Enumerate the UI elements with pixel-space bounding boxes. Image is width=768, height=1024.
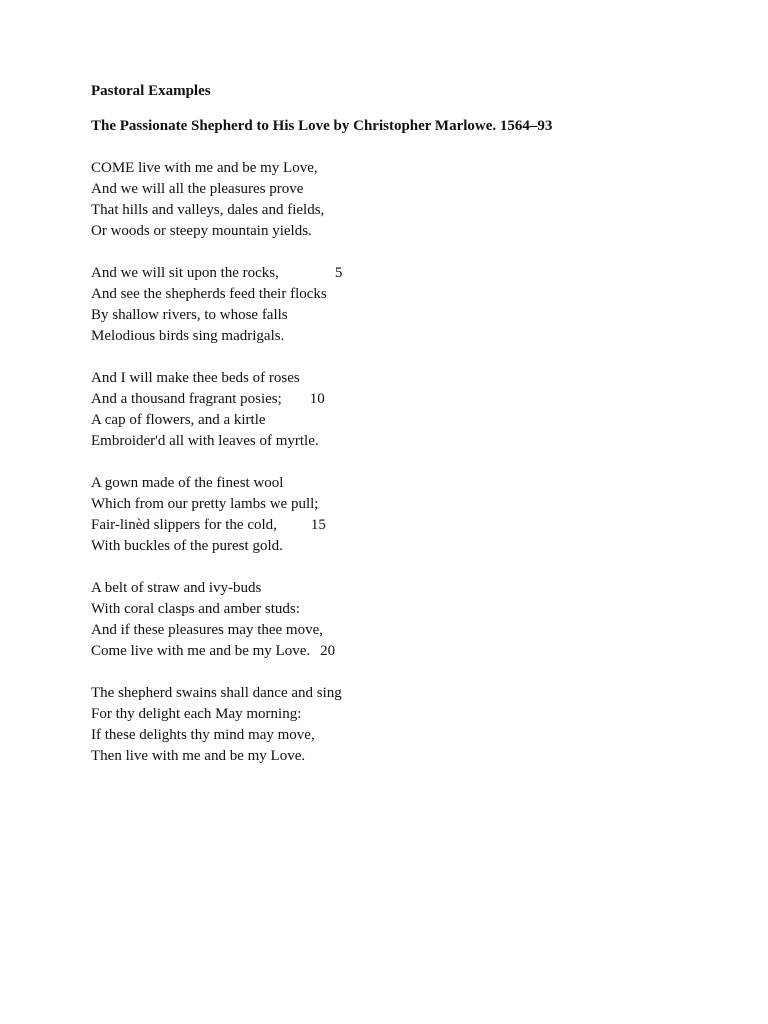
poem-line-text: And see the shepherds feed their flocks <box>91 286 327 302</box>
poem-line-text: With buckles of the purest gold. <box>91 538 283 554</box>
poem-line <box>91 515 691 536</box>
poem-line <box>91 725 691 746</box>
poem-line-text: With coral clasps and amber studs: <box>91 601 300 617</box>
document-title: Pastoral Examples <box>91 83 211 99</box>
poem-line-text: Then live with me and be my Love. <box>91 748 306 764</box>
poem-line <box>91 536 691 557</box>
poem-line-text: And we will sit upon the rocks, <box>91 265 279 281</box>
poem-line <box>91 305 691 326</box>
poem-line-text: Fair-linèd slippers for the cold, <box>91 517 277 533</box>
poem-line <box>91 389 691 410</box>
poem-line <box>91 746 691 767</box>
poem-line-text: And I will make thee beds of roses <box>91 370 300 386</box>
poem-line <box>91 368 691 389</box>
poem-line-text: For thy delight each May morning: <box>91 706 302 722</box>
poem-line-text: And we will all the pleasures prove <box>91 181 304 197</box>
poem-line <box>91 494 691 515</box>
poem-line <box>91 200 691 221</box>
poem-line <box>91 620 691 641</box>
stanza <box>91 473 691 557</box>
poem-line <box>91 431 691 452</box>
stanza <box>91 578 691 662</box>
poem-line-text: A belt of straw and ivy-buds <box>91 580 262 596</box>
poem-line-text: The shepherd swains shall dance and sing <box>91 685 342 701</box>
poem-line-text: A gown made of the finest wool <box>91 475 284 491</box>
poem-line-text: Melodious birds sing madrigals. <box>91 328 285 344</box>
line-number: 5 <box>334 265 343 281</box>
poem-line-text: That hills and valleys, dales and fields, <box>91 202 325 218</box>
poem-title: The Passionate Shepherd to His Love by Christopher Marlowe. 1564–93 <box>91 118 553 134</box>
poem-line-text: Or woods or steepy mountain yields. <box>91 223 312 239</box>
poem-line <box>91 326 691 347</box>
poem-line <box>91 158 691 179</box>
poem-line <box>91 263 691 284</box>
stanza <box>91 683 691 767</box>
poem-line-text: Embroider'd all with leaves of myrtle. <box>91 433 319 449</box>
poem-line <box>91 704 691 725</box>
stanza <box>91 263 691 347</box>
poem-line-text: By shallow rivers, to whose falls <box>91 307 288 323</box>
poem-body <box>91 158 691 788</box>
poem-line <box>91 179 691 200</box>
poem-line <box>91 410 691 431</box>
poem-line <box>91 578 691 599</box>
poem-line-text: COME live with me and be my Love, <box>91 160 318 176</box>
poem-line-text: A cap of flowers, and a kirtle <box>91 412 266 428</box>
line-number: 10 <box>309 391 325 407</box>
line-number: 15 <box>310 517 326 533</box>
poem-line <box>91 641 691 662</box>
poem-line-text: If these delights thy mind may move, <box>91 727 315 743</box>
poem-line <box>91 599 691 620</box>
line-number: 20 <box>320 643 336 659</box>
poem-line <box>91 473 691 494</box>
poem-line-text: Which from our pretty lambs we pull; <box>91 496 319 512</box>
poem-line-text: And a thousand fragrant posies; <box>91 391 282 407</box>
stanza <box>91 368 691 452</box>
stanza <box>91 158 691 242</box>
poem-line-text: And if these pleasures may thee move, <box>91 622 324 638</box>
poem-line <box>91 683 691 704</box>
poem-line <box>91 284 691 305</box>
poem-line <box>91 221 691 242</box>
poem-line-text: Come live with me and be my Love. <box>91 643 311 659</box>
